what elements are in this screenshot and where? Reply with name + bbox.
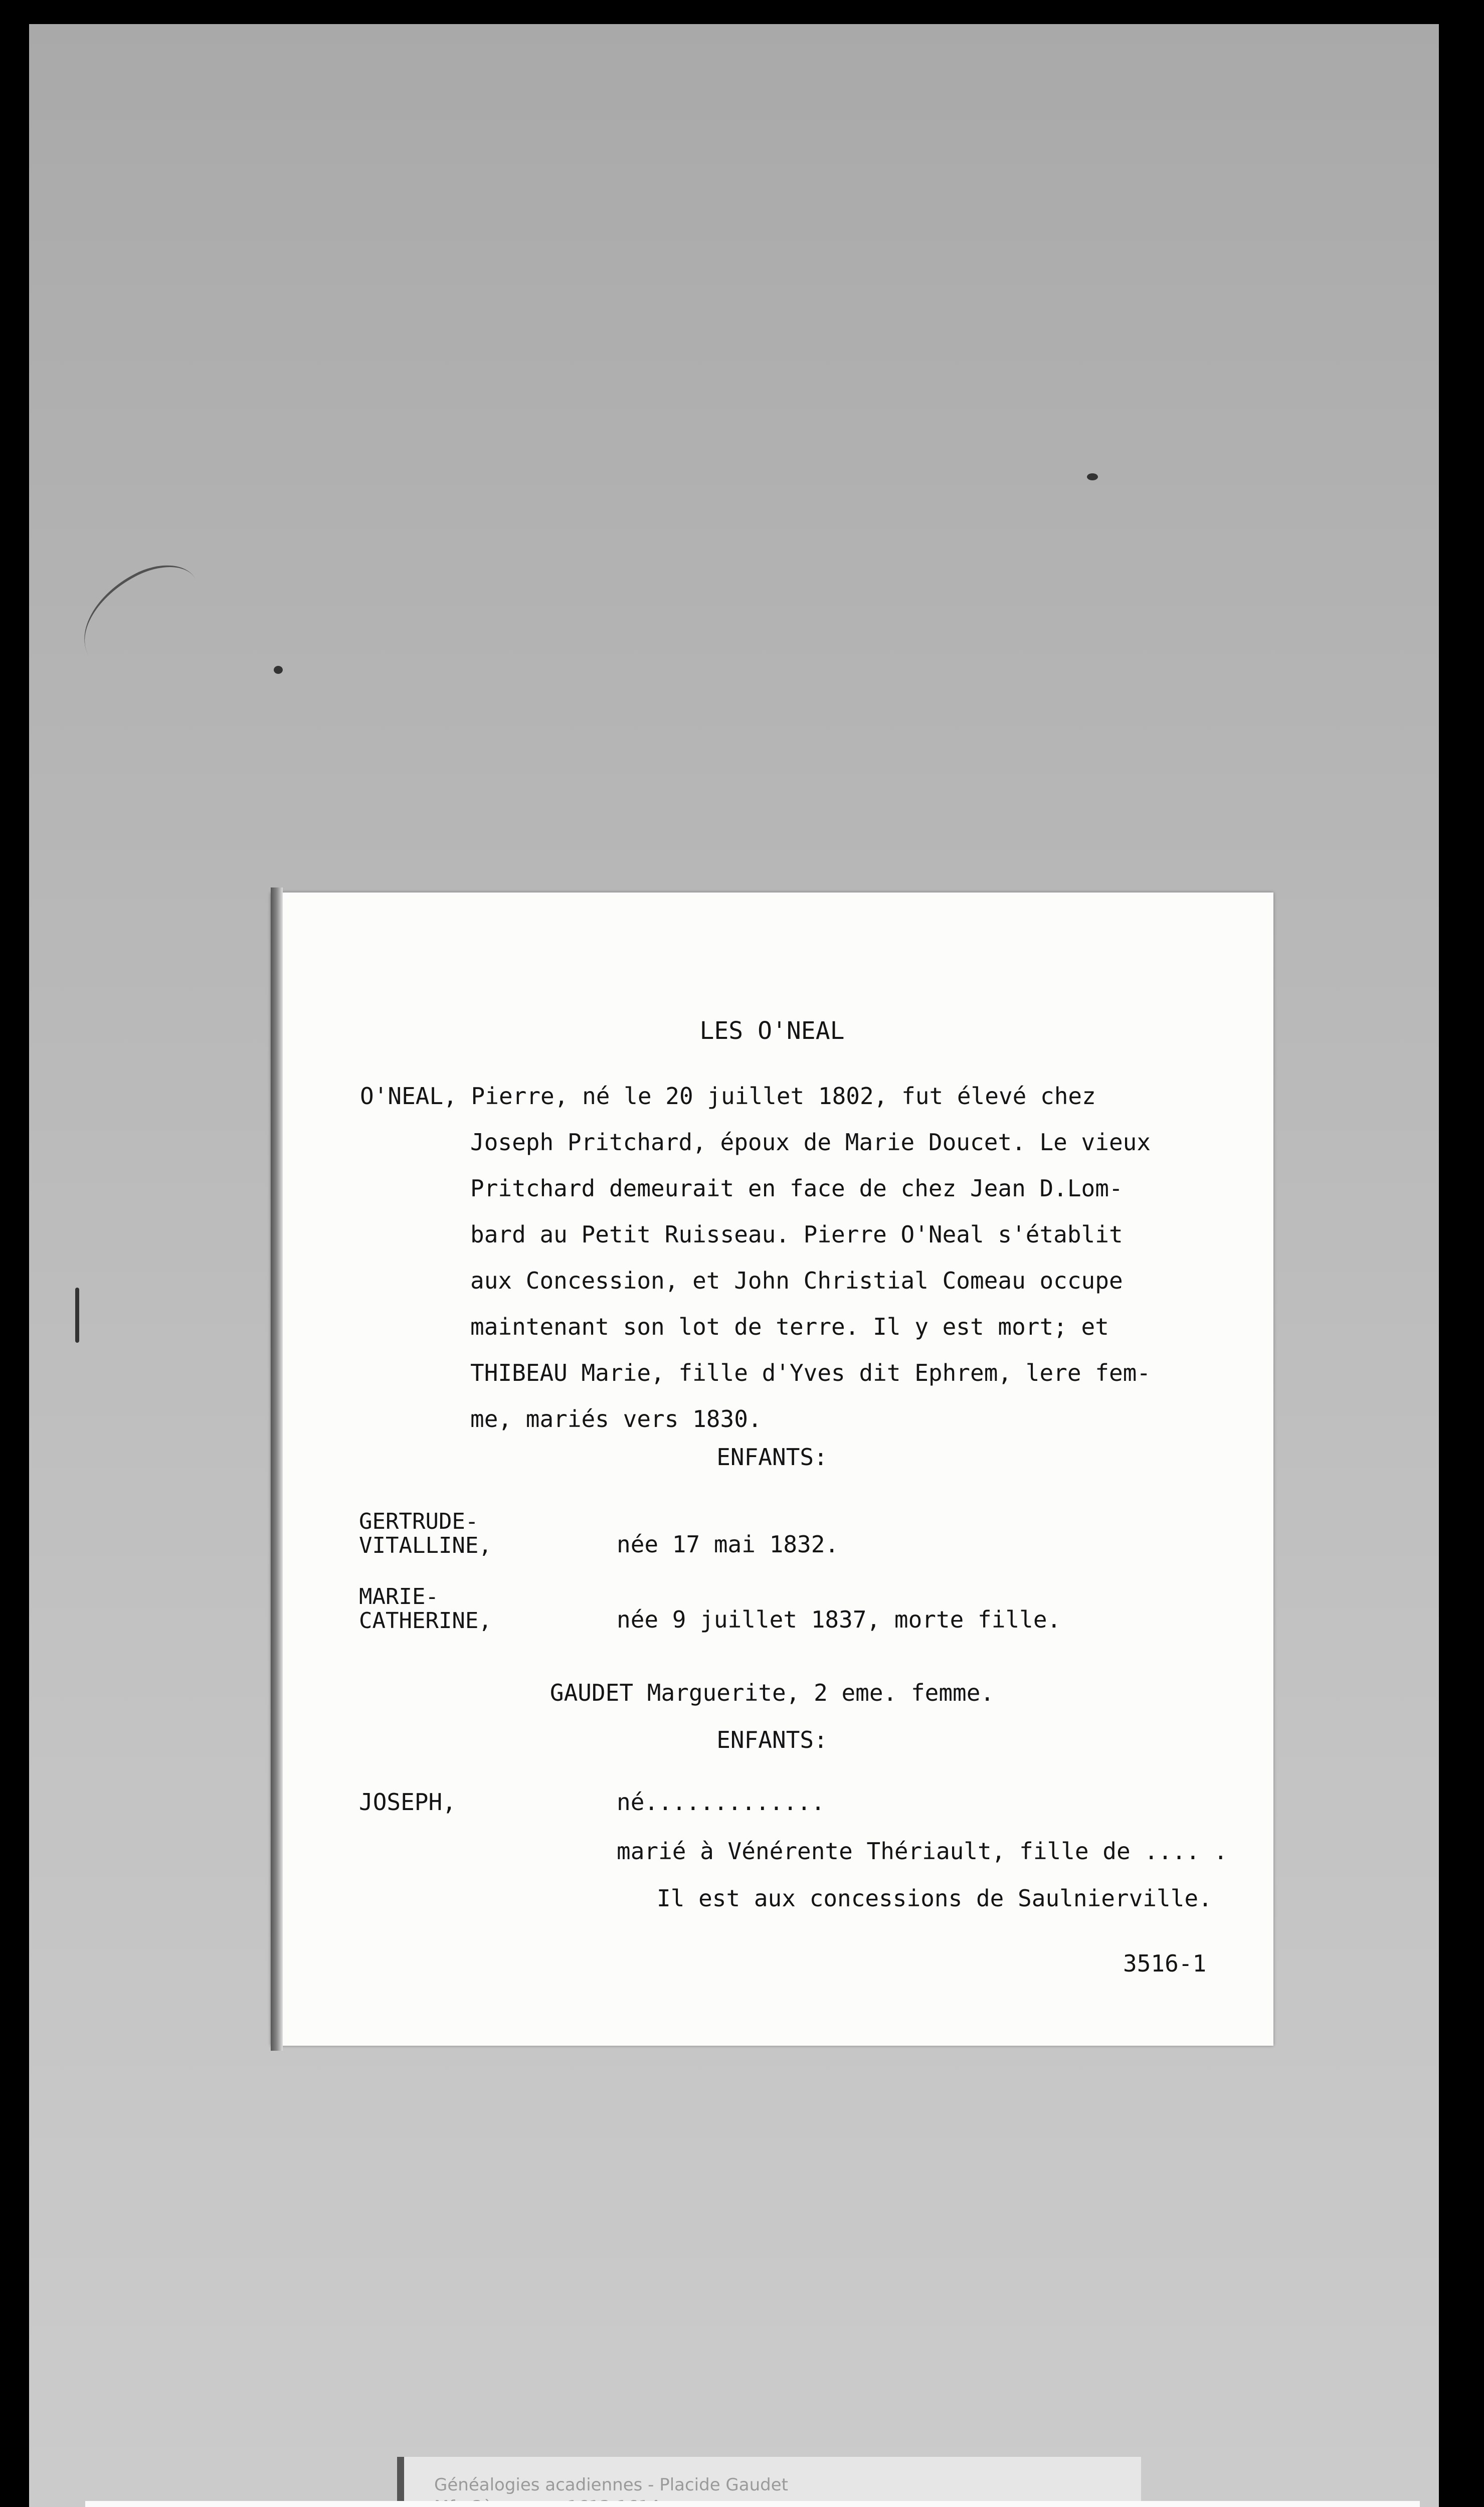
- archive-label: [85, 2501, 1420, 2507]
- film-speck: [274, 666, 283, 674]
- child-detail: marié à Vénérente Thériault, fille de .... .: [617, 1838, 1228, 1865]
- child-name: VITALLINE,: [359, 1533, 492, 1558]
- child-name: MARIE-: [359, 1584, 439, 1609]
- typed-page: [271, 892, 1273, 2046]
- catalogue-tab: [397, 2457, 1141, 2507]
- entry-line: maintenant son lot de terre. Il y est mort; et: [470, 1313, 1109, 1340]
- child-detail: née 9 juillet 1837, morte fille.: [617, 1606, 1061, 1633]
- film-scratch: [65, 550, 219, 684]
- child-note: Il est aux concessions de Saulnierville.: [657, 1885, 1212, 1912]
- entry-line: Joseph Pritchard, époux de Marie Doucet. Le vieux: [470, 1129, 1151, 1156]
- film-speck: [1087, 473, 1098, 480]
- child-name: CATHERINE,: [359, 1608, 492, 1634]
- entry-line: aux Concession, et John Christial Comeau occupe: [470, 1267, 1123, 1294]
- enfants-heading: ENFANTS:: [716, 1444, 828, 1471]
- document-title: LES O'NEAL: [699, 1017, 845, 1045]
- child-detail: né.............: [617, 1788, 825, 1816]
- second-wife: GAUDET Marguerite, 2 eme. femme.: [549, 1679, 995, 1706]
- child-detail: née 17 mai 1832.: [617, 1531, 839, 1558]
- entry-line: me, mariés vers 1830.: [470, 1405, 762, 1432]
- child-name: JOSEPH,: [359, 1788, 456, 1816]
- enfants-heading: ENFANTS:: [716, 1726, 828, 1753]
- entry-line: Pritchard demeurait en face de chez Jean D.Lom-: [470, 1175, 1123, 1202]
- faint-line: Généalogies acadiennes - Placide Gaudet: [434, 2475, 788, 2495]
- entry-line: bard au Petit Ruisseau. Pierre O'Neal s'établit: [470, 1221, 1123, 1248]
- entry-line: O'NEAL, Pierre, né le 20 juillet 1802, fut élevé chez: [360, 1083, 1096, 1110]
- entry-line: THIBEAU Marie, fille d'Yves dit Ephrem, lere fem-: [470, 1359, 1151, 1386]
- child-name: GERTRUDE-: [359, 1509, 479, 1534]
- reference-number: 3516-1: [1123, 1950, 1207, 1977]
- film-speck: [75, 1288, 79, 1343]
